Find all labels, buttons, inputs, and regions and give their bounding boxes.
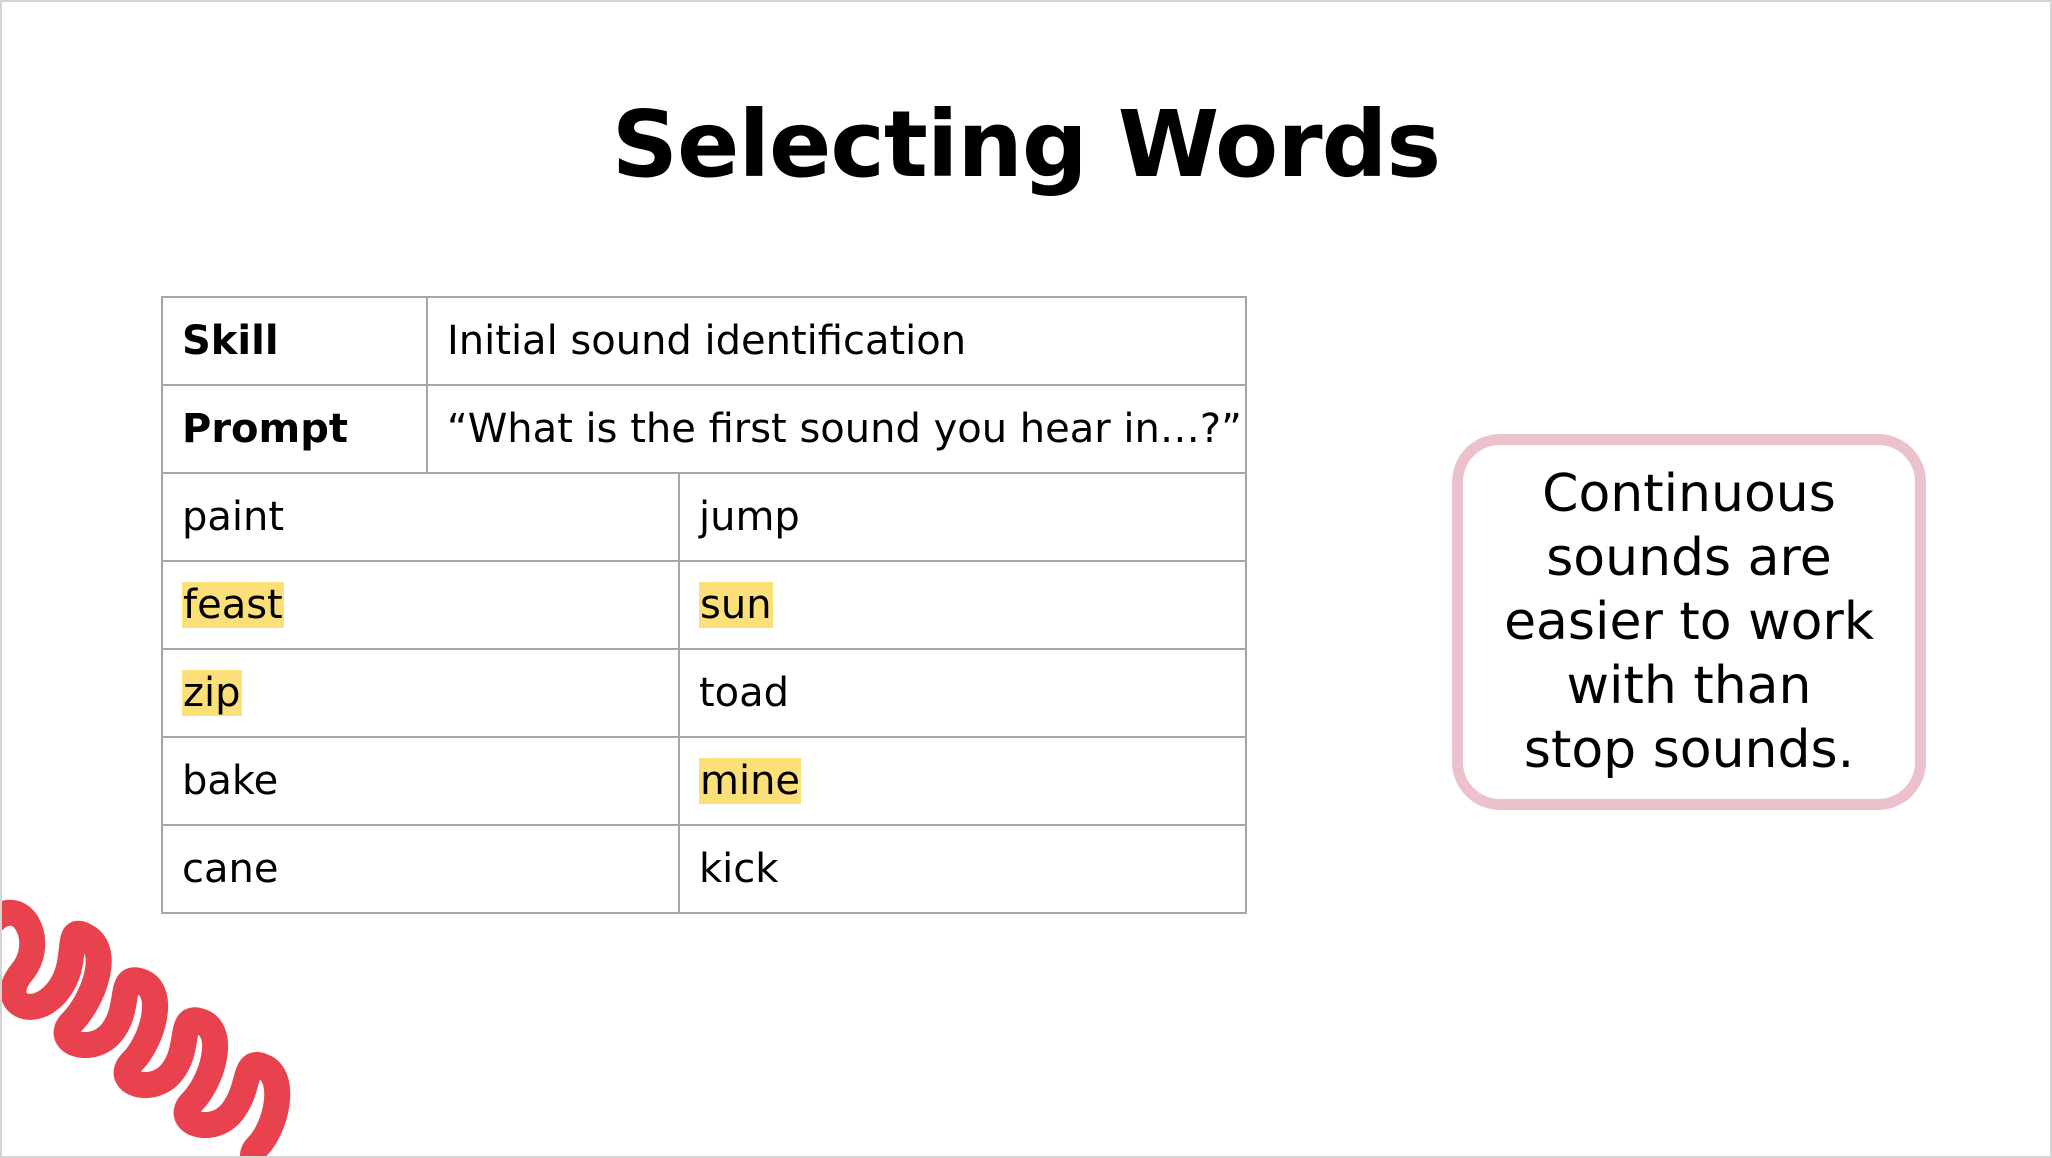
coil-squiggle-icon: [2, 882, 362, 1158]
word: toad: [699, 670, 790, 716]
word-table: [161, 296, 1247, 914]
callout-line: with than: [1566, 656, 1812, 716]
table-row: [162, 561, 1246, 649]
word-cell: [162, 473, 679, 561]
word-cell: [679, 561, 1246, 649]
word: sun: [700, 582, 772, 628]
word: paint: [182, 494, 285, 540]
word-cell: [679, 737, 1246, 825]
squiggle-stroke: [2, 913, 302, 1158]
word-cell: [162, 649, 679, 737]
word-cell: [679, 649, 1246, 737]
prompt-value: “What is the first sound you hear in…?”: [427, 385, 1246, 473]
callout-box: [1452, 434, 1926, 810]
table-row: [162, 737, 1246, 825]
word: mine: [700, 758, 801, 804]
callout-line: easier to work: [1504, 592, 1874, 652]
callout-line: sounds are: [1546, 528, 1832, 588]
table-row-prompt: [162, 385, 1246, 473]
table-row: [162, 649, 1246, 737]
table-row-skill: [162, 297, 1246, 385]
word: cane: [182, 846, 279, 892]
word: bake: [182, 758, 279, 804]
word: kick: [699, 846, 779, 892]
word-cell: [679, 825, 1246, 913]
word: jump: [699, 494, 800, 540]
prompt-label: Prompt: [162, 385, 427, 473]
word-cell: [162, 737, 679, 825]
callout-text: [1489, 462, 1889, 782]
slide-title: Selecting Words: [611, 91, 1441, 198]
table-row: [162, 473, 1246, 561]
word-cell: [162, 561, 679, 649]
skill-value: Initial sound identification: [427, 297, 1246, 385]
callout-line: Continuous: [1542, 464, 1836, 524]
word: zip: [183, 670, 241, 716]
callout-line: stop sounds.: [1523, 720, 1855, 780]
word: feast: [183, 582, 283, 628]
skill-label: Skill: [162, 297, 427, 385]
word-cell: [679, 473, 1246, 561]
